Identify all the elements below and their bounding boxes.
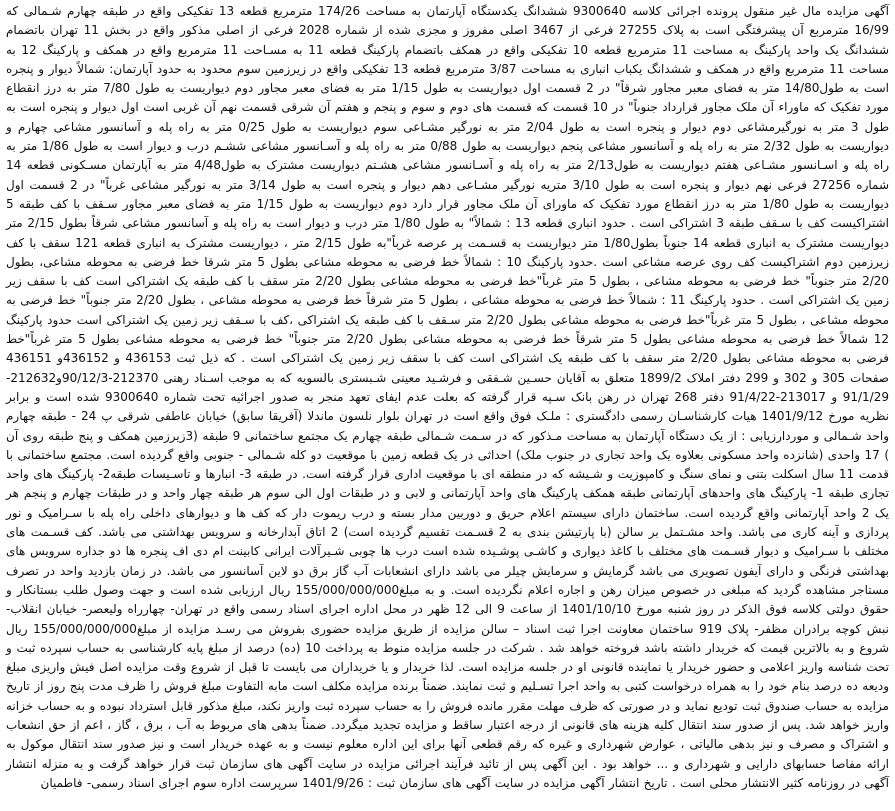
notice-body-text: آگهی مزایده مال غیر منقول پرونده اجرائی کلاسه 9300640 ششدانگ یکدستگاه آپارتمان به مساحت 174/26 مترمربع قطعه 13 تفکیکی واقع در طبقه چهارم شـمالی که 16/99 مترمربع آن پیشرفتگی است به پلاک 27255 فرعی از 3467 اصلی مفروز و مجزی شده از شماره 2028 فرعی از اصلی مذکور واقع در بخش 11 تهران باتضمام ششدانگ یک واحد پارکینگ به مساحت 11 مترمربع قطعه 10 تفکیکی واقع در همکف باتضمام پارکینگ قطعه 11 به مسـاحت 11 مترمربع واقع در همکف و پارکینگ 12 به مساحت 11 مترمربع واقع در همکف و ششدانگ یکباب انباری به مساحت 3/87 مترمربع قطعه 13 تفکیکی واقع در زیرزمین سوم محدود به حدود آپارتمان: شمالاً دیوار و پنجره است به طول14/80 متر به فضای معبر مجاور شرقاً" در 2 قسمت اول دیواریست به طول 1/15 متر به فضای معبر مجاور دوم دیواریست به طول 7/80 متر به درز انقطاع مورد تفکیک که ماوراء آن ملک مجاور قرارداد جنوباً" در 10 قسمت که قسمت های دوم و سوم و پنجم و هفتم آن شرقی قسمت نهم آن غربی است اول دیوار و پنجره است به طول 3 متر به نورگیرمشاعی دوم دیوار و پنجره است به طول 2/04 متر به نورگیر مشـاعی سوم دیواریست به طول 0/25 متر به راه پله و آسانسور مشاعی چهارم و دیواریست به طول 2/32 متر به راه پله و آسانسور مشاعی پنجم دیواریست به طول 0/88 متر به راه پله و آسـانسور مشاعی ششـم درب و دیوار است به طول 1/86 متر به راه پله و اسـانسور مشـاعی هفتم دیواریست به طول2/13 متر به راه پله و آسـانسور مشاعی هشـتم دیواریست مشترک به طول4/48 متر به آپارتمان مسـکونی قطعه 14 شماره 27256 فرعی نهم دیوار و پنجره است به طول 3/10 متریه نورگیر مشـاعی دهم دیوار و پنجره است به طول 3/14 متر به نورگیر مشاعی غرباً" در 2 قسمت اول دیواریست به طول 1/80 متر به درز انقطاع مورد تفکیک که ماورای آن ملک مجاور قرار دارد دوم دیواریست به طول 1/15 متر به فضای معبر مجاور سـقف با کف طبقه 5 اشتراکیست کف با سـقف طبقه 3 اشتراکی است . حدود انباری قطعه 13 : شمالاً" به طول 1/80 متر درب و دیوار است به راه پله و آسانسور مشاعی شرقاً بطول 2/15 متر دیواریست مشترک به انباری قطعه 14 جنوباً بطول1/80 متر دیواریست به قسـمت پر عرصه غرباً"به طول 2/15 متر ، دیواریست مشترک به انباری قطعه 121 سقف با کف زیرزمین دوم اشتراکیست کف روی عرصه مشاعی است .حدود پارکینگ 10 : شمالاً خط فرضی به محوطه مشاعی بطول 5 متر شرقا خط فرضی به محوطه مشاعی، بطول 2/20 متر جنوباً" خط فرضی به محوطه مشاعی ، بطول 5 متر غرباً"خط فرضی به محوطه مشاعی بطول 2/20 متر سقف با کف طبقه یک اشتراکی است کف با سقف زیر زمین یک اشتراکی است . حدود پارکینگ 11 : شمالاً خط فرضی به محوطه مشاعی ، بطول 5 متر شرقاً خط فرضی به محوطه مشاعی ، بطول 2/20 متر جنوباً" خط فرضی به محوطه مشاعی ، بطول 5 متر غرباً"خط فرضی به محوطه مشاعی بطول 2/20 متر سـقف با کف طبقه یک اشتراکی ،کف با سـقف زیر زمین یک اشتراکی است حدود پارکینگ 12 شمالاً خط فرضی به محوطه مشاعی بطول 5 متر شرقاً خط فرضی به محوطه مشاعی بطول 2/20 متر جنوباً" خط فرضی به محوطه مشاعی بطول 5 متر غرباً"خط فرضی به محوطه مشاعی بطول 2/20 متر سقف با کف طبقه یک اشتراکی است کف با سقف زیر زمین یک اشتراکی است . که ذیل ثبت 436153 و 436152و 436151 صفحات 305 و 302 و 299 دفتر املاک 1899/2 متعلق به آقایان حسـین شـفقی و فرشـید معینی شـبستری بالسویه که به موجب اسـناد رهنی 212370-90/12/3و212632-91/1/29 و 213017-91/4/22 دفتر 268 تهران در رهن بانک سـپه قرار گرفته که بعلت عدم ایفای تعهد منجر به صدور اجرائیه تحت شماره 9300640 شده است و برابر نظریه مورخ 1401/9/12 هیات کارشناسـان رسمی دادگستری : ملـک فوق واقع است در تهران بلوار نلسون ماندلا (آفریقا سابق) خیابان عاطفی شرقی پ 24 - طبقه چهارم واحد شـمالی و موردارزیابی : از یک دستگاه آپارتمان به مساحت مـذکور که در سـمت شـمالی طبقه چهارم یک مجتمع ساختمانی 9 طبقه (3زیرزمین همکف و پنج طبقه روی آن ) 17 واحدی (شانزده واحد مسکونی بعلاوه یک واحد تجاری در جنوب ملک) احداثی در یک قطعه زمین با موقعیت دو کله شـمالی - جنوبی واقع گردیده است. مجتمع ساختمانی با قدمت 11 سال اسکلت بتنی و نمای سنگ و کامپوزیت و شـیشه که در منطقه ای با موقعیت اداری قرار گرفته است. در طبقه 3- انبارها و تاسـیسات طبقه2- پارکینگ های واحد تجاری طبقه 1- پارکینگ های واحدهای آپارتمانی طبقه همکف پارکینگ های واحد آپارتمانی و لابی و در طبقات اول الی سوم هر طبقه چهار واحد و در طبقات چهارم و پنجم هر یک 2 واحد آپارتمانی واقع گردیده است. ساختمان دارای سیستم اعلام حریق و دوربین مدار بسته و درب ریموت دار که کف ها و دیوارهای داخلی راه پله با سـرامیک و نور پردازی و آینه کاری می باشد. واحد مشـتمل بر سالن (با پارتیشن بندی به 2 قسـمت تقسیم گردیده است) 2 اتاق آبدارخانه و سرویس بهداشتی می باشد. کف قسـمت های مختلف با سـرامیک و دیوار قسـمت های مختلف با کاغذ دیواری و کاشـی پوشـیده شده است درب ها چوبی شـیرآلات ایرانی کابینت ام دی اف پنجره ها دو جداره سرویس های بهداشتی فرنگی و دارای آیفون تصویری می باشد گرمایش و سرمایش چیلر می باشد دارای انشعابات آب گاز برق دو لاین آسانسور می باشد. در زمان بازدید واحد در تصرف مستاجر مشاهده گردید که مبلغی در خصوص میزان رهن و اجاره اعلام نگردیده است. و به مبلغ155/000/000/000 ریال ارزیابی شده است و جهت وصول طلب بستانکار و حقوق دولتی کلاسه فوق الذکر در روز شنبه مورخ 1401/10/10 از ساعت 9 الی 12 ظهر در محل اداره اجرای اسناد رسمی واقع در تهران- چهارراه ولیعصر- خیابان انقلاب- نبش کوچه برادران مظفر- پلاک 919 ساختمان معاونت اجرا ثبت اسناد – سالن مزایده از طریق مزایده حضوری بفروش می رسـد مزایده از مبلغ155/000/000/000 ریال شروع و به بالاترین قیمت که خریدار داشته باشد فروخته خواهد شد . شرکت در جلسه مزایده منوط به پرداخت 10 (ده) درصد از مبلغ پایه کارشناسی به حساب سپرده ثبت و تحت شناسه واریز اعلامی و حضور خریدار یا نماینده قانونی او در جلسه مزایده است. لذا خریدار و یا خریداران می بایست تا قبل از شروع وقت مزایده اصل فیش واریزی مبلغ ودیعه ده درصد بنام خود را به همراه درخواست کتبی به واحد اجرا تسـلیم و ثبت نمایند. ضمناً برنده مزایده مکلف است مابه التفاوت مبلغ فروش را ظرف مدت پنج روز از تاریخ مزایده به حساب صندوق ثبت تودیع نماید و در صورتی که ظرف مهلت مقرر مانده فروش را به حساب سپرده ثبت واریز نکند، مبلغ مذکور قابل استرداد نبوده و به حساب خزانه واریز خواهد شد. پس از صدور سند انتقال کلیه هزینه های قانونی از درجه اعتبار ساقط و مزایده تجدید میگردد. ضمناً بدهی های مربوط به آب ، برق ، گاز ، اعم از حق انشعاب و اشتراک و مصرف و نیز بدهی مالیاتی ، عوارض شهرداری و غیره که رقم قطعی آنها برای این اداره معلوم نیست و به عهده خریدار است و نیز صدور سند انتقال موکول به ارائه مفاصا حسابهای دارایی و شهرداری و ... خواهد بود . این آگهی پس از تائید فرآیند اجرائی مزایده در سایت آگهی های سازمان ثبت قرار خواهد گرفت و به منزله انتشار آگهی در روزنامه کثیر الانتشار محلی است . تاریخ انتشار آگهی مزایده در سایت آگهی های سازمان ثبت : 1401/9/26 سرپرست اداره سوم اجرای اسناد رسمی- فاطمیان [6, 4, 890, 790]
notice-document [4, 0, 891, 811]
